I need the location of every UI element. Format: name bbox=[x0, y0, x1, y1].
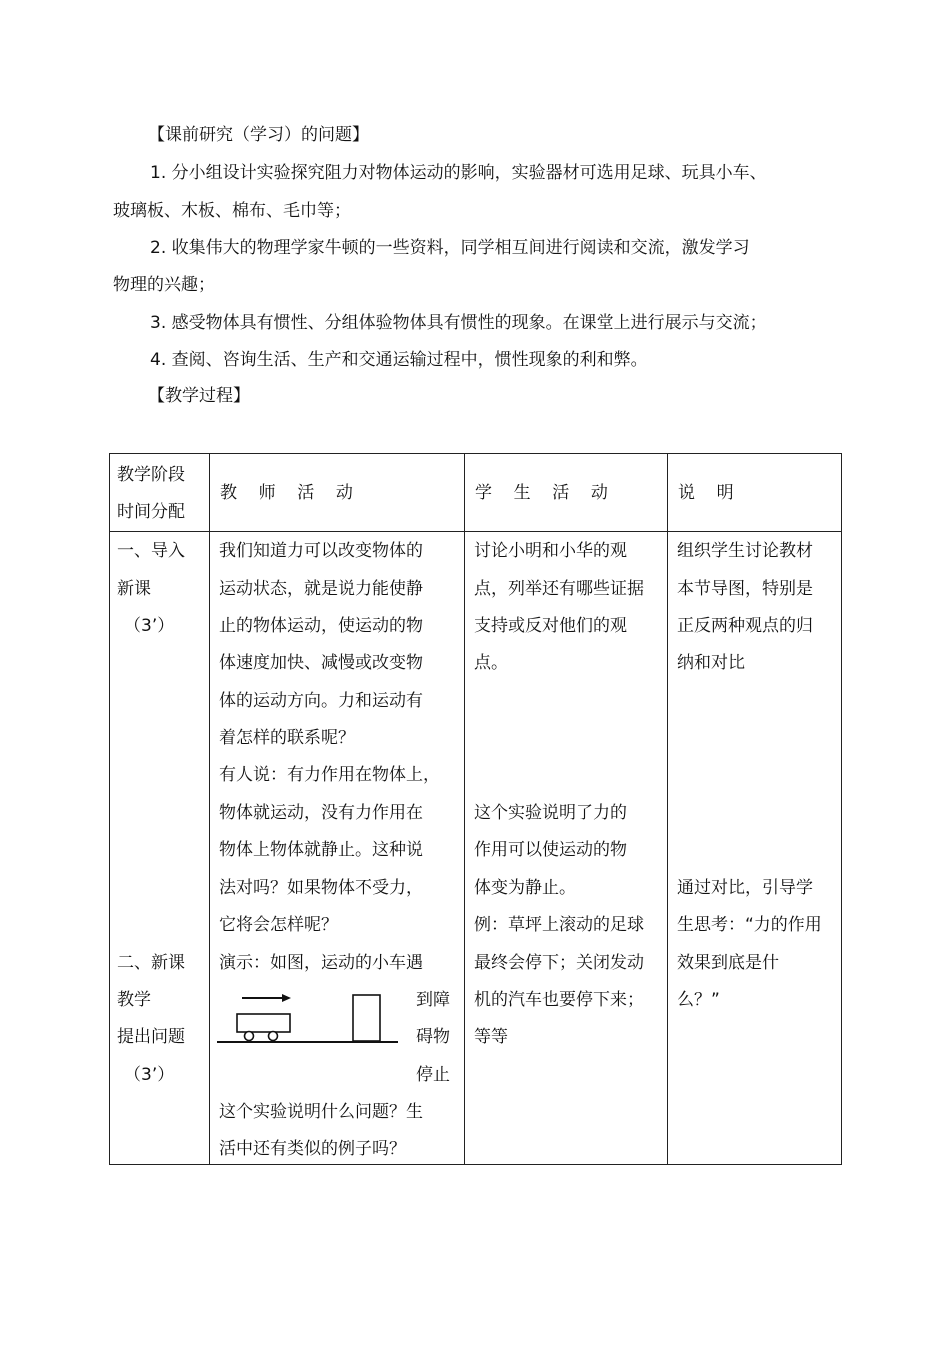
stage-line: 教学 bbox=[117, 990, 151, 1010]
teacher-line: 止的物体运动，使运动的物 bbox=[219, 616, 423, 636]
note-line: 效果到底是什 bbox=[677, 953, 779, 973]
student-line: 体变为静止。 bbox=[474, 878, 576, 898]
student-line: 讨论小明和小华的观 bbox=[474, 541, 627, 561]
student-line: 例：草坪上滚动的足球 bbox=[474, 915, 644, 935]
stage-line: 提出问题 bbox=[117, 1027, 185, 1047]
note-cell bbox=[668, 532, 842, 1165]
arrow-head-icon bbox=[282, 994, 291, 1002]
teacher-line: 体的运动方向。力和运动有 bbox=[219, 691, 423, 711]
note-line: 纳和对比 bbox=[677, 653, 745, 673]
teacher-end-line: 活中还有类似的例子吗？ bbox=[219, 1139, 406, 1159]
header-student-cell bbox=[465, 454, 668, 532]
stage-line: 二、新课 bbox=[117, 953, 185, 973]
pre-study-heading: 【课前研究（学习）的问题】 bbox=[148, 125, 369, 145]
pre-study-item-4: 4. 查阅、咨询生活、生产和交通运输过程中，惯性现象的利和弊。 bbox=[150, 350, 648, 370]
student-cell bbox=[465, 532, 668, 1165]
header-note-cell bbox=[668, 454, 842, 532]
note-line: 通过对比，引导学 bbox=[677, 878, 813, 898]
teacher-line: 着怎样的联系呢？ bbox=[219, 728, 355, 748]
teacher-line: 法对吗？如果物体不受力， bbox=[219, 878, 423, 898]
note-line: 正反两种观点的归 bbox=[677, 616, 813, 636]
teacher-cell bbox=[210, 532, 465, 1165]
teacher-line: 运动状态，就是说力能使静 bbox=[219, 579, 423, 599]
obstacle-block-icon bbox=[353, 995, 380, 1041]
table-header-row bbox=[110, 454, 842, 532]
header-stage-cell bbox=[110, 454, 210, 532]
cart-body-icon bbox=[237, 1014, 290, 1032]
lesson-table bbox=[109, 453, 842, 1165]
note-line: 么？” bbox=[677, 990, 720, 1010]
note-line: 本节导图，特别是 bbox=[677, 579, 813, 599]
pre-study-item-3: 3. 感受物体具有惯性、分组体验物体具有惯性的现象。在课堂上进行展示与交流； bbox=[150, 313, 767, 333]
process-heading: 【教学过程】 bbox=[148, 386, 250, 406]
teacher-end-line: 这个实验说明什么问题？生 bbox=[219, 1102, 423, 1122]
cart-obstacle-diagram bbox=[212, 984, 402, 1059]
header-stage-line-1: 教学阶段 bbox=[117, 465, 185, 485]
teacher-side-line: 碍物 bbox=[416, 1027, 450, 1047]
student-line: 这个实验说明了力的 bbox=[474, 803, 627, 823]
student-line: 机的汽车也要停下来； bbox=[474, 990, 644, 1010]
student-line: 点。 bbox=[474, 653, 508, 673]
teacher-side-line: 到障 bbox=[416, 990, 450, 1010]
teacher-line: 演示：如图，运动的小车遇 bbox=[219, 953, 423, 973]
cart-wheel-icon bbox=[245, 1032, 254, 1041]
stage-cell bbox=[110, 532, 210, 1165]
pre-study-item-1-line-1: 1. 分小组设计实验探究阻力对物体运动的影响，实验器材可选用足球、玩具小车、 bbox=[150, 163, 767, 183]
note-line: 生思考：“力的作用 bbox=[677, 915, 822, 935]
teacher-line: 它将会怎样呢？ bbox=[219, 915, 338, 935]
header-student: 学 生 活 动 bbox=[475, 483, 608, 503]
teacher-side-line: 停止 bbox=[416, 1065, 450, 1085]
teacher-line: 我们知道力可以改变物体的 bbox=[219, 541, 423, 561]
student-line: 作用可以使运动的物 bbox=[474, 840, 627, 860]
pre-study-item-2-line-1: 2. 收集伟大的物理学家牛顿的一些资料，同学相互间进行阅读和交流，激发学习 bbox=[150, 238, 750, 258]
stage-line: 一、导入 bbox=[117, 541, 185, 561]
teacher-line: 体速度加快、减慢或改变物 bbox=[219, 653, 423, 673]
header-teacher: 教 师 活 动 bbox=[220, 483, 353, 503]
student-line: 支持或反对他们的观 bbox=[474, 616, 627, 636]
student-line: 最终会停下；关闭发动 bbox=[474, 953, 644, 973]
header-note: 说 明 bbox=[678, 483, 734, 503]
stage-line: （3’） bbox=[124, 1065, 175, 1085]
pre-study-item-2-line-2: 物理的兴趣； bbox=[113, 275, 215, 295]
header-stage-line-2: 时间分配 bbox=[117, 502, 185, 522]
teacher-line: 有人说：有力作用在物体上， bbox=[219, 765, 440, 785]
teacher-line: 物体上物体就静止。这种说 bbox=[219, 840, 423, 860]
table-body-row bbox=[110, 532, 842, 1165]
student-line: 等等 bbox=[474, 1027, 508, 1047]
stage-line: （3’） bbox=[124, 616, 175, 636]
student-line: 点，列举还有哪些证据 bbox=[474, 579, 644, 599]
stage-line: 新课 bbox=[117, 579, 151, 599]
pre-study-item-1-line-2: 玻璃板、木板、棉布、毛巾等； bbox=[113, 201, 351, 221]
teacher-line: 物体就运动，没有力作用在 bbox=[219, 803, 423, 823]
cart-wheel-icon bbox=[269, 1032, 278, 1041]
header-teacher-cell bbox=[210, 454, 465, 532]
note-line: 组织学生讨论教材 bbox=[677, 541, 813, 561]
